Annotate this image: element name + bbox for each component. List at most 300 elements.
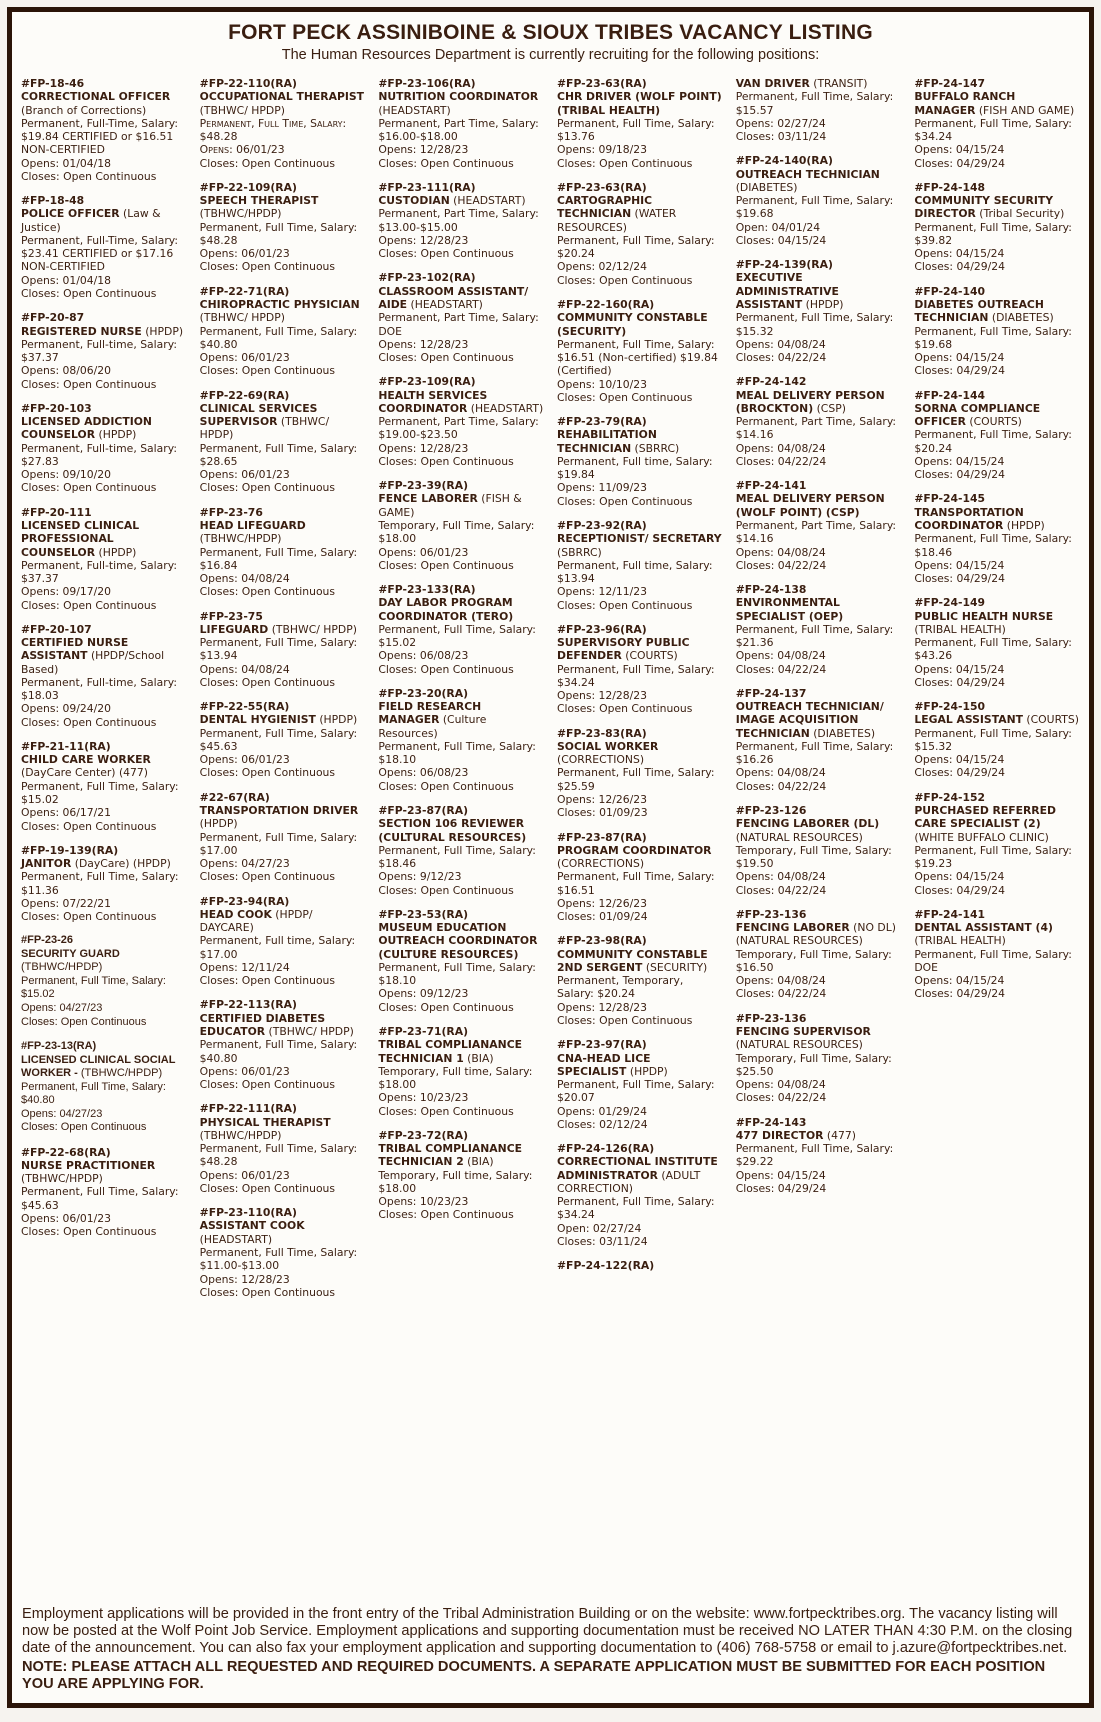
job-opens-line: Opens: 06/08/23: [378, 649, 469, 663]
job-id: #22-67(RA): [199, 790, 270, 804]
job-id: #FP-22-69(RA): [199, 388, 290, 402]
job-id: #FP-24-122(RA): [557, 1259, 655, 1273]
job-listing: [378, 375, 544, 468]
job-id: #FP-23-96(RA): [557, 622, 647, 636]
job-department-note: (TBHWC/HPDP): [199, 532, 282, 546]
job-closes-line: Closes: 04/15/24: [735, 233, 827, 247]
job-closes-line: Closes: 03/11/24: [735, 130, 827, 144]
job-opens-line: Opens: 12/28/23: [378, 233, 469, 247]
job-employment-line: Permanent, Full Time, Salary: $18.46: [378, 843, 536, 871]
job-listing: [21, 623, 187, 729]
job-title-text: OUTREACH TECHNICIAN/ IMAGE ACQUISITION TECHNICIAN: [735, 700, 884, 740]
job-title: [21, 90, 187, 117]
job-title-text: SECTION 106 REVIEWER (CULTURAL RESOURCES): [378, 817, 527, 844]
job-employment-line: Permanent, Full Time, Salary: $40.80: [199, 324, 358, 351]
job-title: [914, 506, 1080, 533]
job-title: [200, 1116, 366, 1143]
job-title-text: OCCUPATIONAL THERAPIST: [199, 90, 365, 104]
job-employment-line: Permanent, Full Time, Salary: $48.28: [199, 116, 347, 144]
job-closes-line: Closes: Open Continuous: [21, 598, 157, 612]
job-id: #FP-23-53(RA): [378, 907, 469, 921]
columns: [12, 63, 1089, 1602]
job-department-note: (SBRRC): [557, 545, 602, 559]
job-closes-line: Closes: Open Continuous: [378, 351, 514, 365]
job-department-note: (HPDP/School Based): [21, 649, 165, 676]
job-department-note: (TBHWC/HPDP): [199, 1128, 282, 1142]
job-listing: [200, 700, 366, 780]
job-title-text: LICENSED ADDICTION COUNSELOR: [21, 415, 152, 442]
job-title: [378, 1142, 544, 1169]
job-listing: [914, 492, 1080, 585]
job-employment-line: Permanent, Full Time, Salary: $40.80: [199, 1038, 358, 1065]
job-opens-line: Opens: 12/28/23: [557, 689, 648, 703]
job-id: #FP-23-109(RA): [378, 375, 476, 389]
job-listing: [557, 77, 723, 170]
job-department-note: (CORRECTIONS): [557, 753, 645, 767]
job-department-note: (TBHWC/ HPDP): [199, 103, 285, 117]
job-title-text: CHILD CARE WORKER: [21, 753, 151, 767]
job-title: [557, 532, 723, 559]
job-id: #FP-22-109(RA): [199, 180, 297, 194]
job-employment-line: Permanent, Full Time, Salary: $15.32: [735, 311, 894, 338]
job-listing: [914, 389, 1080, 482]
job-title-text: CNA-HEAD LICE SPECIALIST: [557, 1051, 651, 1078]
job-id: #FP-24-150: [914, 700, 986, 714]
job-opens-line: Opens: 10/23/23: [378, 1195, 469, 1209]
job-id: #FP-24-141: [914, 907, 986, 921]
job-employment-line: Permanent, Full-time, Salary: $27.83: [21, 441, 177, 468]
job-opens-line: Opens: 04/08/24: [735, 337, 826, 351]
job-opens-line: Opens: 10/10/23: [557, 377, 648, 391]
job-opens-line: Opens: 04/15/24: [735, 1168, 826, 1182]
job-employment-line: Permanent, Full Time, Salary: DOE: [914, 947, 1072, 974]
job-id: #FP-24-142: [735, 375, 807, 389]
job-id: #FP-24-143: [735, 1115, 807, 1129]
job-closes-line: Closes: Open Continuous: [199, 1078, 336, 1092]
job-listing: [914, 596, 1080, 689]
job-title: [736, 492, 902, 519]
job-opens-line: Opens: 12/28/23: [378, 337, 469, 351]
job-employment-line: Permanent, Full Time, Salary: $13.76: [557, 116, 715, 144]
job-department-note: (HEADSTART): [410, 297, 483, 311]
job-department-note: (FISH AND GAME): [978, 103, 1075, 117]
job-employment-line: Permanent, Full Time, Salary: $18.10: [378, 960, 536, 988]
job-listing: [378, 687, 544, 793]
job-closes-line: Closes: 04/22/24: [735, 883, 827, 897]
job-department-note: (DIABETES): [735, 180, 798, 194]
job-opens-line: Opens: 04/08/24: [735, 870, 826, 884]
job-title-text: DENTAL HYGIENIST: [199, 713, 316, 727]
job-closes-line: Closes: 01/09/24: [557, 910, 648, 924]
job-title: [21, 207, 187, 234]
job-closes-line: Closes: Open Continuous: [199, 364, 336, 378]
job-title: [736, 389, 902, 416]
job-id: #FP-18-46: [21, 77, 85, 90]
job-title: [378, 1038, 544, 1065]
job-closes-line: Closes: Open Continuous: [21, 910, 157, 924]
job-employment-line: Permanent, Full-time, Salary: $37.37: [21, 337, 177, 365]
job-department-note: (CSP): [816, 401, 846, 415]
job-title-text: HEAD COOK: [199, 907, 272, 921]
job-listing: [200, 285, 366, 378]
job-title-text: TRIBAL COMPLIANANCE TECHNICIAN 1: [378, 1038, 523, 1065]
job-employment-line: Permanent, Part Time, Salary: DOE: [378, 311, 539, 338]
job-id: #FP-23-83(RA): [557, 726, 647, 740]
job-title-text: COMMUNITY CONSTABLE (SECURITY): [557, 311, 708, 338]
job-title-text: COMMUNITY CONSTABLE 2ND SERGENT: [557, 947, 708, 974]
job-id: #FP-23-87(RA): [378, 804, 469, 818]
job-closes-line: Closes: Open Continuous: [199, 1181, 336, 1195]
job-title: [736, 1129, 902, 1142]
job-listing: [736, 908, 902, 1001]
job-department-note: (TBHWC/HPDP): [21, 1172, 103, 1186]
job-listing: [557, 934, 723, 1027]
job-opens-line: Opens: 06/01/23: [21, 1211, 112, 1225]
job-listing: [21, 311, 187, 391]
job-title: [21, 948, 187, 975]
job-employment-line: Permanent, Full-time, Salary: $18.03: [21, 675, 177, 703]
job-listing: [21, 934, 187, 1029]
job-closes-line: Closes: Open Continuous: [378, 662, 514, 676]
job-employment-line: Temporary, Full time, Salary: $18.00: [378, 1168, 533, 1195]
job-listing: [200, 610, 366, 690]
job-listing: [557, 298, 723, 404]
job-id: #FP-23-71(RA): [378, 1025, 469, 1038]
job-id: #FP-22-111(RA): [199, 1102, 297, 1116]
job-title-text: POLICE OFFICER: [21, 207, 120, 221]
job-title: [200, 1219, 366, 1246]
job-employment-line: Permanent, Full Time, Salary: $21.36: [735, 622, 894, 650]
job-closes-line: Closes: 04/29/24: [914, 468, 1005, 482]
job-title: [200, 519, 366, 546]
job-opens-line: Opens: 04/15/24: [914, 351, 1005, 365]
job-opens-line: Opens: 04/15/24: [914, 753, 1005, 767]
job-closes-line: Closes: Open Continuous: [378, 156, 514, 170]
job-employment-line: Permanent, Full Time, Salary: $48.28: [199, 1142, 358, 1169]
job-id: #FP-24-152: [914, 790, 986, 804]
job-title-text: FIELD RESEARCH MANAGER: [378, 700, 482, 727]
job-id: #FP-23-87(RA): [557, 830, 647, 844]
job-employment-line: Permanent, Full Time, Salary: $13.94: [199, 636, 358, 663]
job-employment-line: Permanent, Full-Time, Salary: $23.41 CERTIFIED or $17.16 NON-CERTIFIED: [21, 233, 178, 274]
job-title-text: SORNA COMPLIANCE OFFICER: [914, 401, 1041, 429]
job-closes-line: Closes: Open Continuous: [199, 585, 336, 599]
job-listing: [21, 194, 187, 300]
job-listing: [21, 844, 187, 924]
job-id: #FP-21-11(RA): [21, 739, 111, 753]
job-employment-line: Permanent, Full Time, Salary: $34.24: [557, 1195, 715, 1222]
job-employment-line: Permanent, Full Time, Salary: $28.65: [199, 441, 358, 468]
job-department-note: (FISH & GAME): [378, 492, 522, 519]
job-department-note: (NATURAL RESOURCES): [735, 830, 863, 844]
job-title: [914, 194, 1080, 221]
page-title: FORT PECK ASSINIBOINE & SIOUX TRIBES VACANCY LISTING: [228, 21, 873, 44]
job-listing: [200, 181, 366, 274]
job-listing: [378, 271, 544, 364]
job-department-note: (Culture Resources): [378, 713, 487, 740]
job-listing: [736, 154, 902, 247]
job-title-text: FENCING LABORER: [735, 921, 850, 935]
job-closes-line: Closes: 04/29/24: [914, 987, 1005, 1001]
job-opens-line: Opens: 07/22/21: [21, 896, 112, 910]
job-closes-line: Closes: 04/22/24: [735, 662, 827, 676]
job-id: #FP-24-138: [735, 583, 807, 597]
job-opens-line: Opens: 10/23/23: [378, 1091, 469, 1105]
job-listing: [736, 258, 902, 364]
job-opens-line: Opens: 04/15/24: [914, 247, 1005, 261]
job-listing: [200, 895, 366, 988]
job-department-note: (HPDP/ DAYCARE): [199, 907, 313, 935]
job-title: [21, 636, 187, 676]
job-title-text: EXECUTIVE ADMINISTRATIVE ASSISTANT: [735, 271, 839, 311]
job-id: #FP-23-126: [735, 804, 807, 818]
job-id: #FP-23-13(RA): [21, 1040, 97, 1053]
job-id: #FP-22-55(RA): [199, 700, 290, 714]
job-closes-line: Closes: Open Continuous: [199, 974, 336, 988]
job-title-text: TRIBAL COMPLIANANCE TECHNICIAN 2: [378, 1142, 523, 1169]
job-closes-line: Closes: 04/29/24: [914, 156, 1005, 170]
job-title-text: DAY LABOR PROGRAM COORDINATOR (TERO): [378, 596, 514, 623]
job-opens-line: Opens: 12/28/23: [378, 441, 469, 455]
job-id: #FP-18-48: [21, 194, 85, 208]
job-listing: [736, 1012, 902, 1105]
job-id: #FP-23-97(RA): [557, 1038, 647, 1052]
job-listing: [21, 1146, 187, 1239]
job-opens-line: Opens: 12/11/24: [199, 960, 290, 974]
job-opens-line: Opens: 04/08/24: [735, 545, 826, 559]
job-opens-line: Opens: 06/01/23: [199, 753, 290, 767]
job-department-note: (TBHWC/ HPDP): [271, 622, 357, 636]
job-title-text: FENCE LABORER: [378, 492, 478, 506]
job-title-text: FENCING SUPERVISOR: [735, 1025, 871, 1038]
job-department-note: (NATURAL RESOURCES): [735, 1038, 863, 1052]
job-id: #FP-23-136: [735, 1011, 807, 1025]
page-footer: [12, 1602, 1089, 1703]
job-title: [378, 700, 544, 740]
job-title-text: NUTRITION COORDINATOR: [378, 90, 539, 104]
job-department-note: (HEADSTART): [453, 194, 526, 208]
job-opens-line: Open: 02/27/24: [557, 1221, 642, 1235]
job-title: [557, 1052, 723, 1079]
job-opens-line: Opens: 06/01/23: [199, 468, 290, 482]
job-title-text: NURSE PRACTITIONER: [21, 1158, 156, 1172]
job-title: [914, 90, 1080, 117]
job-id: #FP-23-110(RA): [199, 1206, 297, 1220]
job-department-note: (HEADSTART): [470, 401, 544, 415]
job-title: [736, 596, 902, 623]
job-opens-line: Opens: 06/17/21: [21, 806, 112, 820]
job-id: #FP-24-147: [914, 77, 986, 90]
job-closes-line: Closes: Open Continuous: [21, 286, 157, 300]
job-opens-line: Opens: 04/15/24: [914, 974, 1005, 988]
job-listing: [914, 700, 1080, 780]
job-id: #FP-22-113(RA): [199, 998, 297, 1012]
job-title: [200, 804, 366, 831]
job-listing: [378, 77, 544, 170]
job-title: [21, 519, 187, 559]
job-closes-line: Closes: 04/29/24: [914, 572, 1005, 586]
job-closes-line: Closes: Open Continuous: [557, 598, 693, 612]
job-employment-line: Permanent, Full Time, Salary: $18.10: [378, 739, 536, 767]
job-listing: [378, 1025, 544, 1118]
job-closes-line: Closes: Open Continuous: [21, 377, 157, 391]
job-department-note: (DayCare Center) (477): [21, 766, 148, 780]
job-employment-line: Permanent, Full time, Salary: $19.84: [557, 454, 713, 482]
job-opens-line: Opens: 04/08/24: [735, 441, 826, 455]
job-title: [378, 921, 544, 961]
job-title-text: SOCIAL WORKER: [557, 739, 659, 753]
job-department-note: (HPDP): [629, 1064, 668, 1078]
job-department-note: (HPDP): [1006, 518, 1045, 532]
job-department-note: (477): [826, 1128, 856, 1142]
job-title: [557, 1155, 723, 1195]
job-department-note: (SECURITY): [645, 960, 708, 974]
job-listing: [200, 791, 366, 884]
job-title: [21, 857, 187, 870]
job-employment-line: Temporary, Full Time, Salary: $19.50: [735, 843, 892, 871]
job-listing: [557, 415, 723, 508]
job-department-note: (Law & Justice): [21, 207, 161, 234]
job-department-note: (TRIBAL HEALTH): [914, 934, 1006, 948]
job-listing: [378, 583, 544, 676]
job-department-note: (HPDP): [98, 428, 137, 442]
job-employment-line: Permanent, Full Time, Salary: $39.82: [914, 220, 1072, 247]
job-department-note: (HPDP): [145, 324, 184, 338]
job-title-text: DIABETES OUTREACH TECHNICIAN: [914, 297, 1044, 325]
job-closes-line: Closes: Open Continuous: [557, 1014, 693, 1027]
job-listing: [557, 519, 723, 612]
job-title-text: CORRECTIONAL INSTITUTE ADMINISTRATOR: [557, 1155, 718, 1182]
job-title-text: OUTREACH TECHNICIAN: [735, 167, 880, 181]
job-department-note: (WHITE BUFFALO CLINIC): [914, 830, 1049, 844]
job-id: #FP-22-160(RA): [557, 297, 655, 311]
job-opens-line: Opens: 06/01/23: [378, 545, 469, 559]
job-closes-line: Closes: Open Continuous: [557, 702, 693, 716]
job-opens-line: Opens: 04/27/23: [199, 857, 290, 871]
job-listing: [200, 998, 366, 1091]
job-department-note: (HPDP): [98, 545, 137, 559]
page-header: [12, 12, 1089, 63]
job-listing: [378, 181, 544, 261]
job-id: #FP-24-137: [735, 686, 807, 700]
job-closes-line: Closes: Open Continuous: [378, 247, 514, 261]
job-opens-line: Opens: 12/11/23: [557, 585, 648, 599]
job-id: #FP-22-110(RA): [199, 77, 297, 90]
job-listing: [557, 1259, 723, 1272]
job-opens-line: Opens: 12/28/23: [378, 143, 469, 157]
job-opens-line: Opens: 09/10/20: [21, 468, 112, 482]
job-employment-line: Permanent, Full Time, Salary: $16.51: [557, 870, 715, 897]
job-employment-line: Permanent, Full Time, Salary: $11.36: [21, 870, 179, 897]
job-employment-line: Permanent, Full-Time, Salary: $19.84 CERTIFIED or $16.51 NON-CERTIFIED: [21, 116, 178, 157]
job-department-note: (HPDP): [805, 297, 844, 311]
job-listing: [200, 1102, 366, 1195]
job-title: [736, 168, 902, 195]
job-closes-line: Closes: Open Continuous: [21, 1225, 157, 1239]
job-title-text: TRANSPORTATION COORDINATOR: [914, 505, 1024, 532]
job-opens-line: Opens: 12/26/23: [557, 896, 648, 910]
job-opens-line: Opens: 04/15/24: [914, 143, 1005, 157]
job-opens-line: Opens: 04/08/24: [735, 1078, 826, 1092]
job-title: [557, 194, 723, 234]
job-title: [378, 817, 544, 844]
job-opens-line: Opens: 04/08/24: [199, 662, 290, 676]
job-employment-line: Permanent, Full Time, Salary: $43.26: [914, 636, 1072, 663]
job-department-note: (CORRECTIONS): [557, 857, 645, 871]
job-opens-line: Opens: 04/27/23: [21, 1001, 103, 1014]
job-department-note: (ADULT CORRECTION): [557, 1168, 701, 1195]
job-department-note: (BIA): [467, 1155, 494, 1169]
job-title: [557, 90, 723, 117]
job-title-text: CERTIFIED NURSE ASSISTANT: [21, 636, 129, 663]
job-title-text: PHYSICAL THERAPIST: [199, 1115, 331, 1129]
job-listing: [378, 1129, 544, 1222]
job-closes-line: Closes: 04/29/24: [914, 883, 1005, 897]
job-listing: [914, 908, 1080, 1001]
job-opens-line: Opens: 04/08/24: [199, 572, 290, 586]
job-title: [21, 325, 187, 338]
job-employment-line: Permanent, Full Time, Salary: $20.07: [557, 1078, 715, 1105]
job-employment-line: Permanent, Full Time, Salary: $15.02: [378, 622, 536, 650]
job-employment-line: Permanent, Full Time, Salary: $34.24: [557, 662, 715, 689]
job-closes-line: Closes: 04/29/24: [914, 260, 1005, 274]
job-title-text: ENVIRONMENTAL SPECIALIST (OEP): [735, 596, 844, 623]
job-opens-line: Opens: 04/15/24: [914, 454, 1005, 468]
job-title: [200, 1012, 366, 1039]
job-opens-line: Opens: 04/08/24: [735, 766, 826, 780]
job-title: [736, 271, 902, 311]
job-opens-line: Opens: 09/18/23: [557, 143, 648, 157]
job-department-note: (TBHWC/HPDP): [199, 207, 282, 221]
job-listing: [200, 77, 366, 170]
job-listing: [21, 506, 187, 612]
job-closes-line: Closes: Open Continuous: [557, 494, 693, 508]
job-id: #FP-24-148: [914, 180, 986, 194]
job-department-note: (DayCare) (HPDP): [74, 857, 171, 871]
job-opens-line: Opens: 11/09/23: [557, 481, 648, 495]
job-closes-line: Closes: Open Continuous: [21, 1015, 147, 1028]
job-opens-line: Opens: 06/01/23: [199, 351, 290, 365]
job-opens-line: Opens: 02/12/24: [557, 260, 648, 274]
job-employment-line: Permanent, Full Time, Salary: $29.22: [735, 1142, 894, 1169]
job-listing: [736, 479, 902, 572]
column-2: [200, 77, 366, 1310]
job-closes-line: Closes: 04/22/24: [735, 351, 827, 365]
job-employment-line: Permanent, Full Time, Salary: $45.63: [21, 1185, 179, 1212]
job-title-text: HEALTH SERVICES COORDINATOR: [378, 388, 488, 415]
job-id: #FP-23-72(RA): [378, 1128, 469, 1142]
job-listing: [378, 908, 544, 1014]
job-opens-line: Opens: 12/26/23: [557, 793, 648, 807]
job-title-text: JANITOR: [21, 857, 72, 871]
job-title-text: REHABILITATION TECHNICIAN: [557, 428, 657, 455]
job-employment-line: Permanent, Full-time, Salary: $37.37: [21, 558, 177, 586]
job-listing: [200, 389, 366, 495]
job-opens-line: Opens: 06/01/23: [199, 1168, 290, 1182]
job-closes-line: Closes: Open Continuous: [199, 1285, 336, 1299]
job-title: [736, 77, 902, 90]
footer-note: NOTE: PLEASE ATTACH ALL REQUESTED AND REQUIRED DOCUMENTS. A SEPARATE APPLICATION MUST BE SUBMITTED FOR EACH POSITION YOU ARE APPLYING FOR.: [22, 1658, 1046, 1692]
job-title: [200, 908, 366, 935]
job-id: #FP-20-87: [21, 311, 85, 325]
job-id: #FP-20-103: [21, 401, 92, 415]
job-closes-line: Closes: Open Continuous: [378, 1208, 514, 1222]
job-employment-line: Permanent, Full Time, Salary: $34.24: [914, 116, 1072, 144]
job-opens-line: Opens: 09/24/20: [21, 702, 112, 716]
job-department-note: (COURTS): [1026, 713, 1079, 727]
job-opens-line: Opens: 06/08/23: [378, 766, 469, 780]
job-employment-line: Permanent, Part Time, Salary: $14.16: [735, 415, 897, 442]
